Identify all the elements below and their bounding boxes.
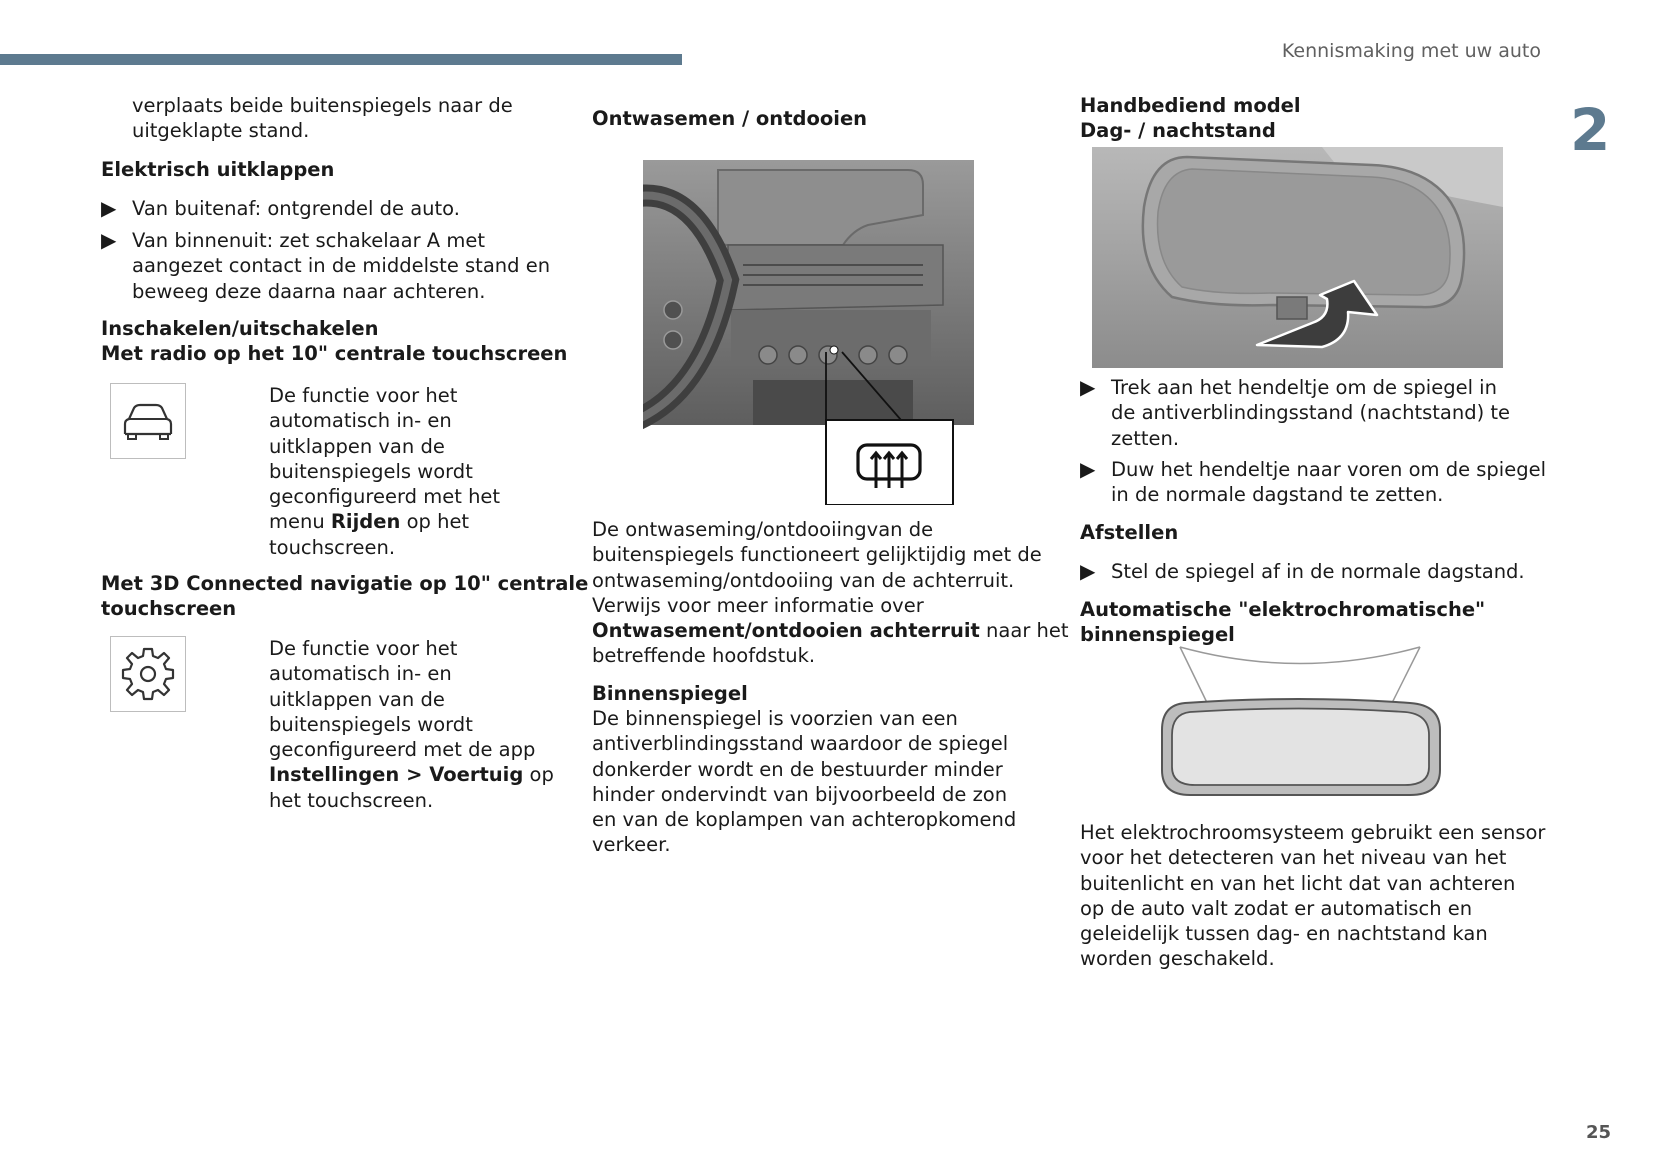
bullet-arrow-icon: ▶ — [101, 228, 117, 252]
auto-mirror-text: Het elektrochroomsysteem gebruikt een sensor voor het detecteren van het niveau van het buitenlicht en van het licht dat van achteren op de auto valt zodat er automatisch en geleidelijk tussen dag- en nachtstand kan worden geschakeld. — [1080, 821, 1546, 971]
heading-manual-model: Handbediend model Dag- / nachtstand — [1080, 94, 1301, 143]
heading-auto-mirror: Automatische "elektrochromatische" binnenspiegel — [1080, 598, 1486, 647]
heading-inner-mirror: Binnenspiegel — [592, 682, 748, 705]
car-icon-box — [110, 383, 186, 459]
manual-mirror-svg — [1092, 147, 1503, 368]
dashboard-illustration — [643, 160, 974, 425]
gear-icon — [111, 637, 185, 711]
bullet-arrow-icon: ▶ — [101, 196, 117, 220]
car-icon — [111, 384, 185, 458]
defrost-text: De ontwaseming/ontdooiingvan de buitenspiegels functioneert gelijktijdig met de ontwaseming/ontdooiing van de achterruit. Verwijs voor meer informatie over Ontwasement/ontdooien achterruit naar het betreffende hoofdstuk. — [592, 518, 1069, 668]
bullet-adjust: ▶ Stel de spiegel af in de normale dagstand. — [1080, 559, 1525, 583]
defrost-link-title: Ontwasement/ontdooien achterruit — [592, 619, 980, 643]
bullet-arrow-icon: ▶ — [1080, 375, 1096, 399]
running-head: Kennismaking met uw auto — [1281, 40, 1541, 62]
heading-switch: Inschakelen/uitschakelen Met radio op het 10" centrale touchscreen — [101, 317, 568, 366]
electrochromic-mirror-illustration — [1150, 645, 1450, 805]
dashboard-illustration-svg — [643, 160, 974, 505]
manual-mirror-illustration — [1092, 147, 1503, 368]
heading-electric-unfold: Elektrisch uitklappen — [101, 158, 335, 181]
page-number: 25 — [1586, 1122, 1612, 1143]
bullet-pull-lever: ▶ Trek aan het hendeltje om de spiegel in de antiverblindingsstand (nachtstand) te zetten. — [1080, 375, 1511, 450]
gear-icon-box — [110, 636, 186, 712]
chapter-number: 2 — [1570, 96, 1611, 164]
bullet-inside: ▶ Van binnenuit: zet schakelaar A met aangezet contact in de middelste stand en beweeg deze daarna naar achteren. — [101, 228, 551, 303]
bullet-arrow-icon: ▶ — [1080, 559, 1096, 583]
inner-mirror-text: De binnenspiegel is voorzien van een antiverblindingsstand waardoor de spiegel donkerder wordt en de bestuurder minder hinder ondervindt van bijvoorbeeld de zon en van de koplampen van achteropkomend verkeer. — [592, 707, 1017, 857]
menu-name-rijden: Rijden — [330, 510, 401, 534]
app-path: Instellingen > Voertuig — [269, 763, 524, 787]
header-accent-bar — [0, 54, 682, 65]
bullet-push-lever: ▶ Duw het hendeltje naar voren om de spiegel in de normale dagstand te zetten. — [1080, 457, 1547, 507]
heading-3d-nav: Met 3D Connected navigatie op 10" centrale touchscreen — [101, 572, 589, 621]
radio-description: De functie voor het automatisch in- en uitklappen van de buitenspiegels wordt geconfigureerd met het menu Rijden op het touchscreen. — [269, 384, 501, 559]
nav-description: De functie voor het automatisch in- en uitklappen van de buitenspiegels wordt geconfigureerd met de app Instellingen > Voertuig op het touchscreen. — [269, 637, 554, 812]
heading-defrost: Ontwasemen / ontdooien — [592, 107, 868, 130]
intro-text: verplaats beide buitenspiegels naar de uitgeklapte stand. — [132, 94, 513, 143]
heading-adjust: Afstellen — [1080, 521, 1179, 544]
electrochromic-mirror-svg — [1150, 645, 1450, 805]
bullet-arrow-icon: ▶ — [1080, 457, 1096, 481]
bullet-outside: ▶ Van buitenaf: ontgrendel de auto. — [101, 196, 460, 220]
